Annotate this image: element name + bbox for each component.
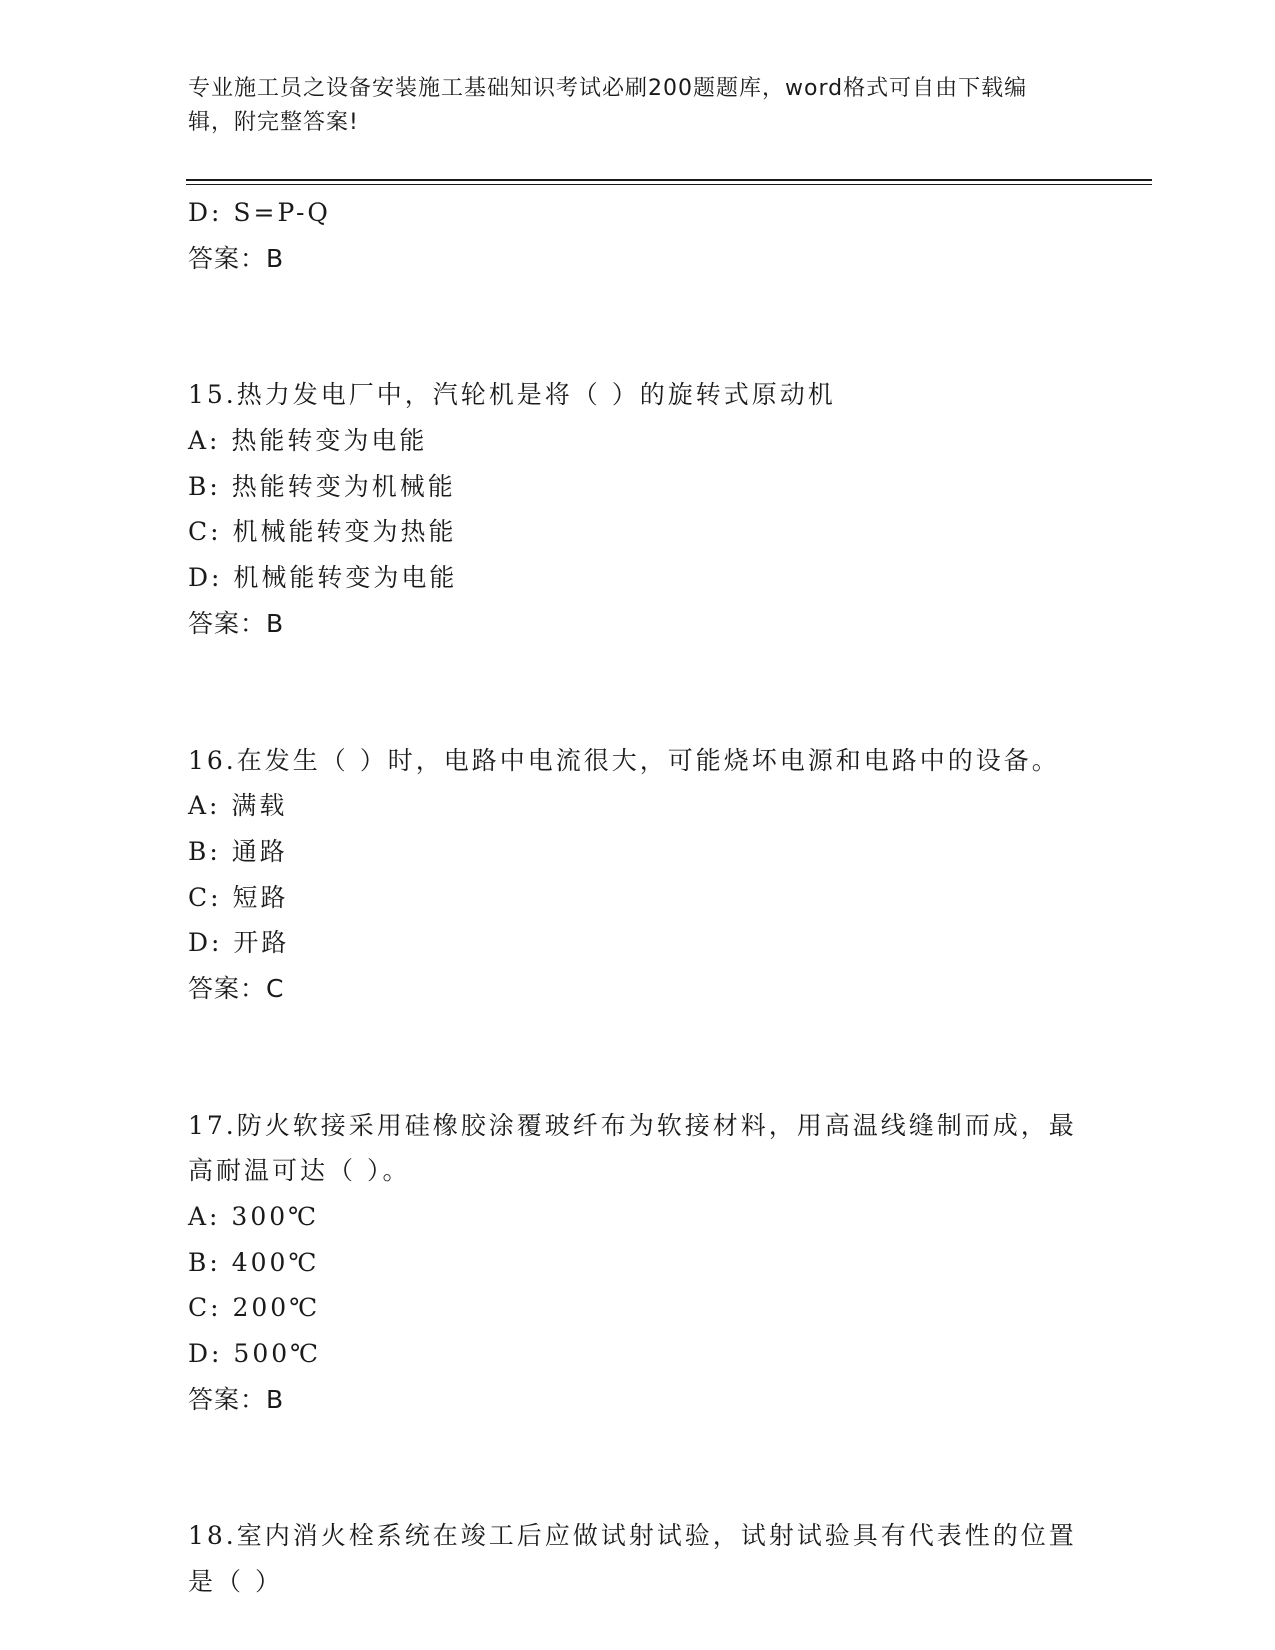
q16-option-d: D: 开路	[188, 928, 290, 958]
question-list	[188, 190, 1088, 1605]
q16-option-b: B: 通路	[188, 836, 288, 866]
q17-option-b: B: 400℃	[188, 1247, 320, 1277]
q15-answer: 答案：B	[188, 608, 285, 638]
q17-answer: 答案：B	[188, 1384, 285, 1414]
q17-option-a: A: 300℃	[188, 1202, 320, 1232]
q17-option-c: C: 200℃	[188, 1293, 321, 1323]
q15-option-d: D: 机械能转变为电能	[188, 563, 458, 593]
spacer	[188, 281, 1088, 372]
q16-answer: 答案：C	[188, 973, 285, 1003]
q15-option-a: A: 热能转变为电能	[188, 426, 428, 456]
header-divider	[186, 179, 1152, 181]
spacer	[188, 1422, 1088, 1513]
q17-question: 17.防火软接采用硅橡胶涂覆玻纤布为软接材料，用高温线缝制而成，最高耐温可达（ ）。	[188, 1110, 1077, 1186]
q14-answer: 答案：B	[188, 243, 285, 273]
q15-question: 15.热力发电厂中，汽轮机是将（ ）的旋转式原动机	[188, 380, 836, 410]
q16-question: 16.在发生（ ）时，电路中电流很大，可能烧坏电源和电路中的设备。	[188, 745, 1060, 775]
q16-option-a: A: 满载	[188, 791, 288, 821]
header-divider-thin	[186, 184, 1152, 185]
page-header: 专业施工员之设备安装施工基础知识考试必刷200题题库，word格式可自由下载编辑，附完整答案!	[188, 76, 1028, 135]
q17-option-d: D: 500℃	[188, 1339, 322, 1369]
spacer	[188, 647, 1088, 738]
q15-option-c: C: 机械能转变为热能	[188, 517, 457, 547]
q15-option-b: B: 热能转变为机械能	[188, 471, 456, 501]
q16-option-c: C: 短路	[188, 882, 289, 912]
q14-option-d: D: S=P-Q	[188, 198, 331, 227]
q18-question: 18.室内消火栓系统在竣工后应做试射试验，试射试验具有代表性的位置是（ ）	[188, 1521, 1077, 1597]
spacer	[188, 1012, 1088, 1103]
